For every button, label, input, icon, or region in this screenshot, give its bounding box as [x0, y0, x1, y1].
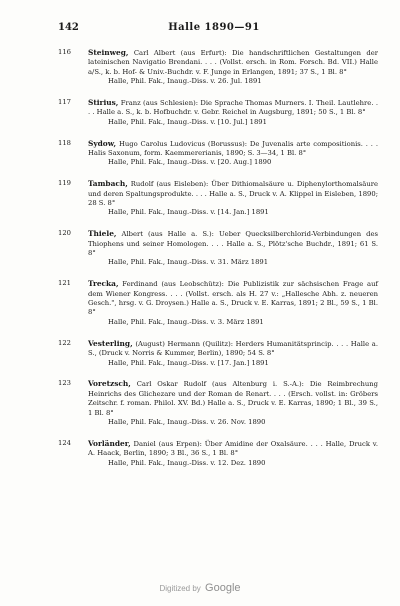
list-item [58, 279, 378, 327]
list-item [58, 139, 378, 168]
entry-dissertation: Halle, Phil. Fak., Inaug.-Diss. v. 31. März 1891 [108, 258, 269, 267]
entry-dissertation: Halle, Phil. Fak., Inaug.-Diss. v. [10. Jul.] 1891 [108, 117, 267, 126]
entry-text: Franz (aus Schlesien): Die Sprache Thomas Murners. I. Theil. Lautlehre. . . . Halle a. S., k. b. Hofbuchdr. v. Gebr. Reichel in Augsburg, 1891; 50 S., 1 Bl. 8° [88, 99, 378, 117]
entry-text: Albert (aus Halle a. S.): Ueber Quecksilberchlorid-Verbindungen des Thiophens und seiner Homologen. . . . Halle a. S., Plötz'sche Buchdr., 1891; 61 S. 8° [88, 230, 379, 258]
entry-dissertation: Halle, Phil. Fak., Inaug.-Diss. v. 12. Dez. 1890 [108, 458, 266, 467]
watermark-prefix: Digitized by [159, 584, 201, 593]
entry-author: Stirius, [88, 98, 119, 108]
entry-number: 122 [58, 338, 71, 347]
entry-number: 123 [58, 379, 71, 388]
list-item [58, 439, 378, 468]
page-header [58, 22, 370, 36]
entry-author: Sydow, [88, 138, 117, 148]
entry-dissertation: Halle, Phil. Fak., Inaug.-Diss. v. 26. Jul. 1891 [108, 77, 262, 86]
entry-text: Carl Oskar Rudolf (aus Altenburg i. S.-A.): Die Reimbrechung Heinrichs des Glichezare und der Roman de Renart. . . . (Ersch. vollst. in: Gröbers Zeitschr. f. roman. Philol. XV. Bd.) Halle a. S., Druck v. E. Karras, 1890; 1 Bl., 39 S., 1 Bl. 8° [88, 380, 378, 417]
list-item [58, 229, 378, 268]
entry-text: (August) Hermann (Quilitz): Herders Humanitätsprincip. . . . Halle a. S., (Druck v. Norris & Kummer, Berlin), 1890; 54 S. 8° [88, 339, 378, 358]
entry-dissertation: Halle, Phil. Fak., Inaug.-Diss. v. 26. Nov. 1890 [108, 417, 266, 426]
list-item [58, 179, 378, 218]
entry-author: Trecka, [88, 279, 119, 289]
entry-dissertation: Halle, Phil. Fak., Inaug.-Diss. v. [17. Jan.] 1891 [108, 358, 269, 367]
page-number: 142 [58, 22, 79, 33]
list-item [58, 379, 378, 427]
google-logo: Google [205, 582, 241, 594]
entry-number: 117 [58, 98, 71, 107]
entry-dissertation: Halle, Phil. Fak., Inaug.-Diss. v. [14. Jan.] 1891 [108, 208, 269, 217]
entry-text: Ferdinand (aus Leobschütz): Die Publizistik zur sächsischen Frage auf dem Wiener Kongress. . . . (Vollst. ersch. als H. 27 v.: „Hallesche Abh. z. neueren Gesch.", hrsg. v. G. Droysen.) Halle a. S., Druck v. E. Karras, 1891; 2 Bl., 59 S., 1 Bl. 8° [88, 280, 378, 317]
entry-dissertation: Halle, Phil. Fak., Inaug.-Diss. v. [20. Aug.] 1890 [108, 158, 272, 167]
entry-author: Voretzsch, [88, 379, 131, 389]
entry-text: Daniel (aus Erpen): Über Amidine der Oxalsäure. . . . Halle, Druck v. A. Haack, Berlin, 1890; 3 Bl., 36 S., 1 Bl. 8° [88, 439, 378, 458]
entry-number: 120 [58, 229, 71, 238]
list-item [58, 48, 378, 87]
entry-number: 116 [58, 48, 71, 56]
entry-dissertation: Halle, Phil. Fak., Inaug.-Diss. v. 3. März 1891 [108, 317, 264, 326]
entry-author: Tambach, [88, 179, 128, 189]
entry-number: 118 [58, 138, 71, 147]
entry-text: Hugo Carolus Ludovicus (Borussus): De Juvenalis arte compositionis. . . . Halis Saxonum, form. Kaemmererianis, 1890; S. 3—34, 1 Bl. 8° [88, 139, 378, 158]
entry-author: Thiele, [88, 229, 117, 239]
entry-author: Steinweg, [88, 48, 129, 57]
entry-author: Vorländer, [88, 438, 131, 448]
entry-number: 119 [58, 179, 71, 188]
entry-number: 124 [58, 438, 71, 447]
running-title: Halle 1890—91 [168, 22, 260, 33]
entry-text: Rudolf (aus Eisleben): Über Dithiomalsäure u. Diphenylorthomalsäure und deren Spaltungsprodukte. . . . Halle a. S., Druck v. A. Klippel in Eisleben, 1890; 28 S. 8° [88, 180, 378, 208]
entry-author: Vesterling, [88, 338, 133, 348]
list-item [58, 98, 378, 127]
google-watermark [0, 582, 400, 594]
list-item [58, 339, 378, 368]
entry-number: 121 [58, 279, 71, 288]
entry-list [58, 48, 378, 479]
entry-text: Carl Albert (aus Erfurt): Die handschriftlichen Gestaltungen der lateinischen Navigatio Brendani. . . . (Vollst. ersch. in Rom. Forsch. Bd. VII.) Halle a/S., k. b. Hof- & Univ.-Buchdr. v. F. Junge in Erlangen, 1891; 37 S., 1 Bl. 8° [88, 49, 378, 76]
